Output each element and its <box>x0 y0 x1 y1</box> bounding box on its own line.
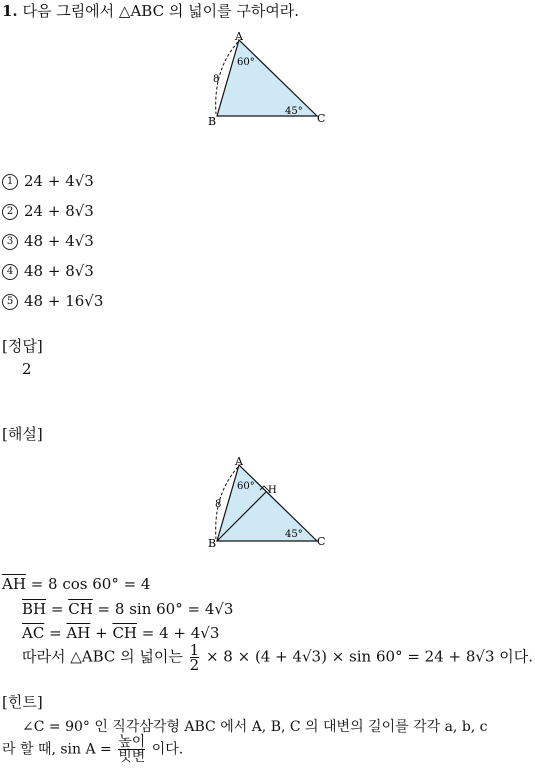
label-angle-a: 60° <box>237 57 255 68</box>
question-text: 다음 그림에서 △ABC 의 넓이를 구하여라. <box>22 2 300 20</box>
choice-text: 48 + 4√3 <box>24 232 94 250</box>
hint-heading: [힌트] <box>2 693 43 711</box>
fraction-one-half: $\frac{1}{2}$ <box>189 641 200 674</box>
hint-line-2: 라 할 때, sin A = $\frac{\text{높이}}{\text{빗변}}$ 이다. <box>2 734 184 765</box>
label-b: B <box>208 537 217 550</box>
label-angle-a: 60° <box>237 481 255 492</box>
choice-number: 5 <box>2 294 18 310</box>
solution-line-4: 따라서 △ABC 의 넓이는 $\frac{1}{2}$ × 8 × (4 + 4√3) × sin 60° = 24 + 8√3 이다. <box>22 641 534 674</box>
segment-ch: $\overline{CH}$ <box>112 624 138 642</box>
choice-3[interactable] <box>2 232 94 250</box>
question-number: 1. <box>2 2 18 20</box>
segment-ac: $\overline{AC}$ <box>22 624 45 642</box>
solution-line-3: $\overline{AC} = \overline{AH} + \overline{CH} = 4 + 4√3$ <box>22 624 220 642</box>
segment-ah: $\overline{AH}$ <box>2 575 26 593</box>
label-angle-c: 45° <box>285 529 303 540</box>
segment-ah: $\overline{AH}$ <box>66 624 91 642</box>
fraction-height-hypotenuse: $\frac{\text{높이}}{\text{빗변}}$ <box>118 734 146 765</box>
label-c: C <box>317 535 326 548</box>
choice-text: 48 + 8√3 <box>24 262 94 280</box>
label-a: A <box>235 30 243 43</box>
choice-number: 1 <box>2 174 18 190</box>
choice-5[interactable] <box>2 292 103 310</box>
segment-bh: $\overline{BH}$ <box>22 600 47 618</box>
choice-text: 48 + 16√3 <box>24 292 104 310</box>
label-side-length: 8 <box>215 499 222 510</box>
hint-line-1: ∠C = 90° 인 직각삼각형 ABC 에서 A, B, C 의 대변의 길이를 각각 a, b, c <box>22 719 488 735</box>
label-c: C <box>317 112 326 125</box>
solution-heading: [해설] <box>2 425 43 443</box>
triangle-figure-2 <box>205 455 330 550</box>
label-angle-c: 45° <box>285 106 303 117</box>
choice-number: 3 <box>2 234 18 250</box>
choice-text: 24 + 8√3 <box>24 202 94 220</box>
label-a: A <box>235 455 243 468</box>
choice-4[interactable] <box>2 262 94 280</box>
choice-2[interactable] <box>2 202 94 220</box>
choice-1[interactable] <box>2 172 94 190</box>
choice-text: 24 + 4√3 <box>24 172 94 190</box>
solution-line-1: $\overline{AH} = 8$ cos 60° = 4 <box>2 575 151 593</box>
question <box>2 0 299 21</box>
choice-number: 4 <box>2 264 18 280</box>
triangle-figure-1 <box>205 30 330 125</box>
answer-value: 2 <box>22 360 32 378</box>
choice-number: 2 <box>2 204 18 220</box>
segment-ch: $\overline{CH}$ <box>68 600 93 618</box>
label-side-length: 8 <box>213 74 220 85</box>
label-h: H <box>268 485 277 496</box>
answer-heading: [정답] <box>2 337 43 355</box>
triangle-abc <box>217 40 317 116</box>
label-b: B <box>208 115 217 125</box>
solution-line-2: $\overline{BH} = \overline{CH} = 8$ sin 60° = 4√3 <box>22 600 234 618</box>
